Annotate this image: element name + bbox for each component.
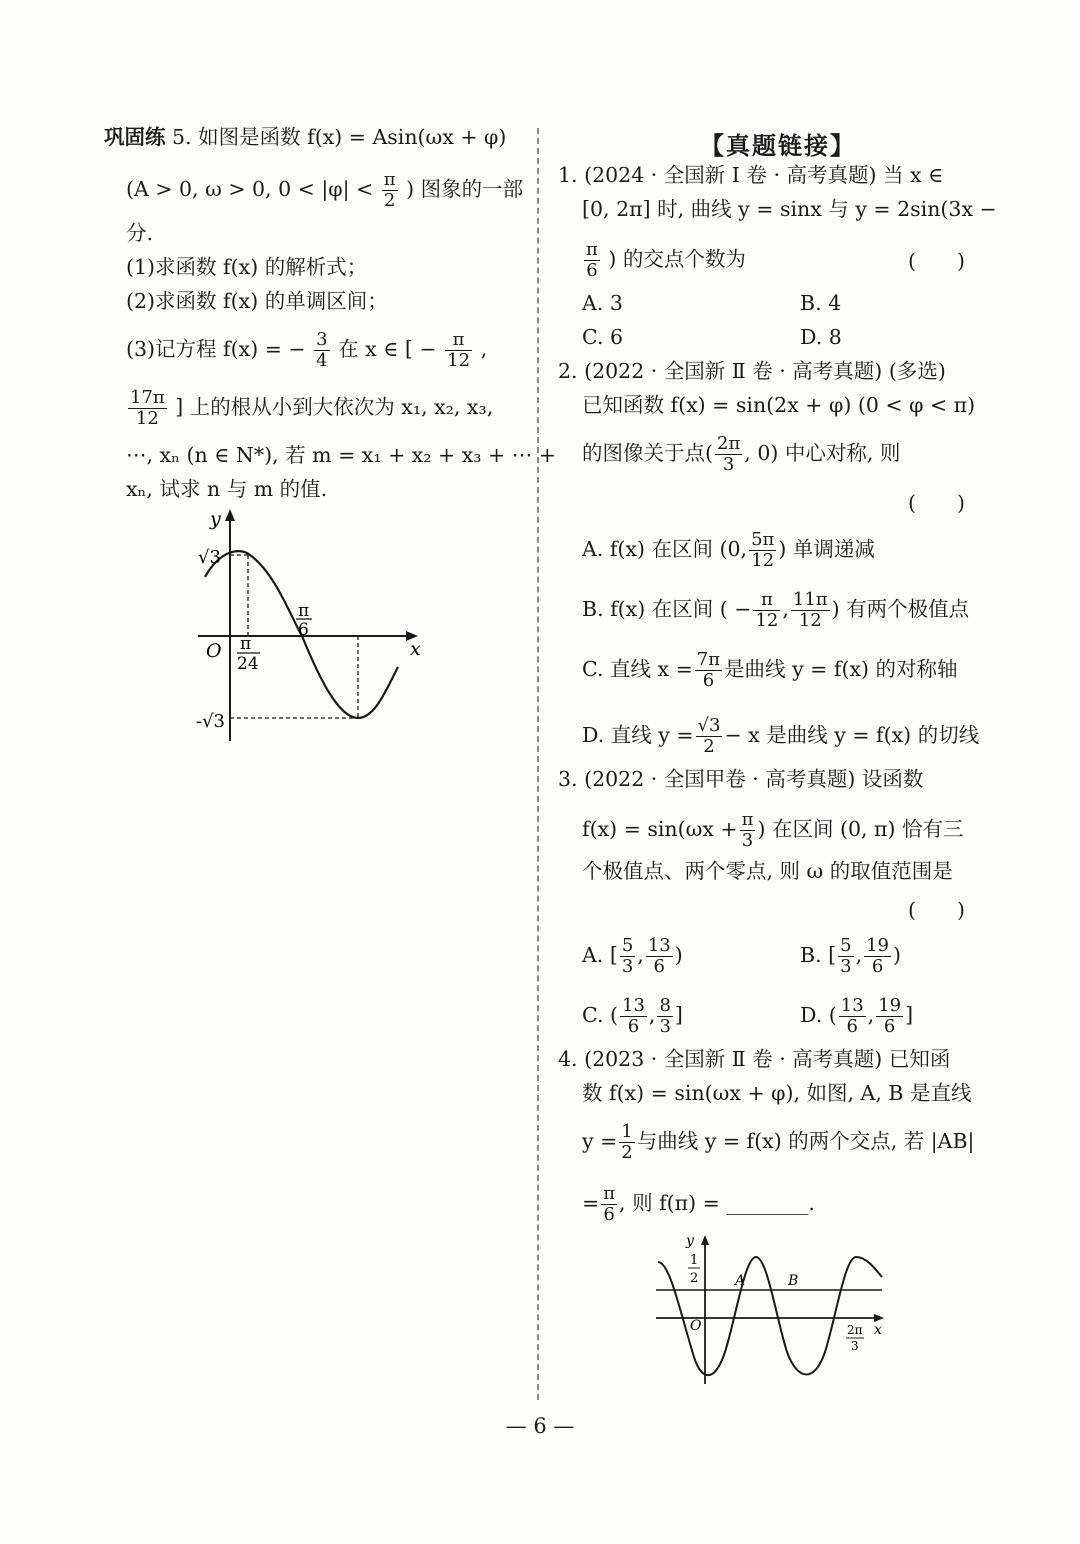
q3-option-c-text: C. ( [582, 1003, 618, 1027]
frac-num: 13 [622, 995, 645, 1016]
q5-line3: 分. [126, 221, 154, 245]
fraction [791, 590, 830, 631]
comma: , [648, 1003, 656, 1027]
point-a-label: A [735, 1273, 746, 1289]
comma: , [867, 1003, 875, 1027]
q3-option-a [582, 936, 683, 977]
column-divider [537, 128, 539, 1400]
q3-line1: 3. (2022 · 全国甲卷 · 高考真题) 设函数 [558, 767, 924, 791]
frac-num: 5 [621, 935, 634, 956]
frac-den: 12 [798, 610, 822, 631]
q3-option-d [800, 996, 913, 1037]
frac-num: π [383, 169, 396, 190]
frac-num: 11π [792, 589, 828, 610]
answer-paren: ( ) [908, 249, 965, 273]
q2-line1: 2. (2022 · 全国新 Ⅱ 卷 · 高考真题) (多选) [558, 359, 946, 383]
q3-option-b-text: B. [ [800, 943, 837, 967]
frac-den: 6 [627, 1016, 640, 1037]
q3-line2 [582, 810, 964, 851]
q2-option-a-end: ) 单调递减 [778, 537, 875, 561]
fraction [620, 996, 647, 1037]
q4-line1: 4. (2023 · 全国新 Ⅱ 卷 · 高考真题) 已知函 [558, 1047, 951, 1071]
fraction [646, 936, 673, 977]
sine-graph-2 [650, 1232, 895, 1392]
x-axis-arrow [874, 1314, 884, 1322]
q5-part3-line4: xₙ, 试求 n 与 m 的值. [126, 477, 328, 501]
q4-line3-end: 与曲线 y = f(x) 的两个交点, 若 |AB| [636, 1129, 975, 1153]
frac-den: 6 [702, 670, 715, 691]
q2-option-c-end: 是曲线 y = f(x) 的对称轴 [724, 657, 958, 681]
q4-line2: 数 f(x) = sin(ωx + φ), 如图, A, B 是直线 [582, 1081, 972, 1105]
tick-2pi3-num: 2π [847, 1323, 863, 1337]
fraction [445, 330, 472, 371]
y-axis-label: y [686, 1233, 694, 1249]
q3-option-a-end: ) [674, 943, 683, 967]
tick-pi6-den: 6 [298, 620, 309, 640]
q4-line4-text: = [582, 1191, 600, 1215]
half-num: 1 [690, 1253, 699, 1268]
frac-den: 12 [751, 550, 775, 571]
q2-option-b [582, 590, 969, 631]
fraction [620, 936, 635, 977]
q3-option-a-text: A. [ [582, 943, 618, 967]
frac-num: π [741, 809, 754, 830]
frac-den: 3 [659, 1016, 671, 1037]
answer-blank: , 则 f(π) = ________. [619, 1191, 815, 1215]
frac-den: 6 [846, 1016, 858, 1037]
fraction [715, 434, 742, 475]
q1-option-d: D. 8 [800, 325, 842, 349]
comma: , [855, 943, 863, 967]
tick-2pi3-den: 3 [851, 1339, 859, 1353]
answer-paren: ( ) [908, 491, 965, 515]
fraction [584, 240, 600, 281]
fraction [601, 1184, 617, 1225]
frac-num: 19 [878, 995, 902, 1016]
comma: , [480, 337, 488, 361]
q2-option-d [582, 716, 979, 757]
frac-num: π [753, 590, 780, 611]
answer-paren: ( ) [908, 898, 965, 922]
fraction [753, 590, 780, 631]
fraction [696, 716, 723, 757]
frac-den: 6 [883, 1016, 896, 1037]
frac-num: 1 [621, 1121, 633, 1142]
fraction [876, 996, 903, 1037]
q2-line3-end: , 0) 中心对称, 则 [744, 441, 901, 465]
q5-condition-end: ) 图象的一部 [406, 177, 524, 201]
q1-option-b: B. 4 [800, 291, 842, 315]
q4-line3 [582, 1122, 974, 1163]
frac-num: 2π [717, 433, 741, 454]
frac-den: 6 [603, 1204, 615, 1225]
q3-line3: 个极值点、两个零点, 则 ω 的取值范围是 [582, 859, 953, 883]
fraction [749, 530, 776, 571]
frac-den: 6 [653, 956, 665, 977]
q5-part3 [126, 330, 487, 371]
fraction [314, 330, 329, 371]
q2-option-a [582, 530, 875, 571]
frac-num: π [445, 330, 472, 351]
tick-pi24-num: π [240, 634, 252, 654]
q1-line2: [0, 2π] 时, 曲线 y = sinx 与 y = 2sin(3x − [582, 197, 997, 221]
q3-option-c [582, 996, 683, 1037]
q1-line3 [582, 240, 746, 281]
fraction [838, 936, 853, 977]
q4-line4 [582, 1184, 815, 1225]
q3-option-c-end: ] [674, 1003, 683, 1027]
frac-num: π [586, 239, 598, 260]
tick-pi24-den: 24 [237, 654, 259, 674]
section-heading: 【真题链接】 [700, 131, 856, 160]
frac-num: 8 [659, 995, 671, 1016]
q3-option-b-end: ) [893, 943, 901, 967]
q1-stem-end: ) 的交点个数为 [608, 247, 746, 271]
q4-line3-text: y = [582, 1129, 618, 1153]
max-label: √3 [198, 547, 221, 568]
q5-part1: (1)求函数 f(x) 的解析式； [126, 255, 368, 279]
q5-part3-line3: ⋯, xₙ (n ∈ N*), 若 m = x₁ + x₂ + x₃ + ⋯ + [126, 443, 556, 467]
q5-line1 [104, 124, 506, 150]
fraction [695, 650, 722, 691]
min-label: -√3 [196, 711, 226, 732]
frac-num: 3 [316, 329, 328, 350]
frac-den: 3 [840, 956, 852, 977]
frac-den: 3 [621, 956, 634, 977]
q2-line3-text: 的图像关于点( [582, 441, 713, 465]
q2-option-d-end: − x 是曲线 y = f(x) 的切线 [724, 723, 980, 747]
y-axis-arrow [225, 509, 235, 521]
frac-num: 5π [751, 529, 775, 550]
tick-pi6-num: π [298, 601, 310, 621]
point-b-label: B [788, 1273, 799, 1289]
fraction [128, 388, 167, 429]
q3-option-d-end: ] [905, 1003, 914, 1027]
q5-stem: 5. 如图是函数 f(x) = Asin(ωx + φ) [172, 125, 507, 149]
sine-graph-1 [190, 505, 430, 750]
frac-num: 13 [840, 995, 864, 1016]
frac-num: π [603, 1183, 616, 1204]
q2-option-c-text: C. 直线 x = [582, 657, 693, 681]
frac-den: 2 [703, 736, 715, 757]
half-den: 2 [690, 1271, 699, 1286]
q2-option-b-text: B. f(x) 在区间 ( − [582, 597, 752, 621]
q5-part2: (2)求函数 f(x) 的单调区间； [126, 289, 388, 313]
fraction [864, 936, 891, 977]
frac-den: 4 [316, 350, 328, 371]
q2-line3 [582, 434, 900, 475]
frac-num: √3 [697, 715, 721, 736]
q1-option-a: A. 3 [582, 291, 623, 315]
frac-den: 3 [722, 454, 735, 475]
fraction [740, 810, 756, 851]
frac-den: 2 [383, 190, 396, 211]
frac-den: 12 [755, 610, 779, 631]
q5-condition: (A > 0, ω > 0, 0 < |φ| < [126, 177, 374, 201]
q1-line1: 1. (2024 · 全国新 Ⅰ 卷 · 高考真题) 当 x ∈ [558, 163, 944, 187]
frac-den: 12 [447, 350, 471, 371]
y-axis-arrow [701, 1235, 709, 1245]
q2-option-a-text: A. f(x) 在区间 (0, [582, 537, 748, 561]
q2-line2: 已知函数 f(x) = sin(2x + φ) (0 < φ < π) [582, 393, 976, 417]
frac-num: 7π [696, 649, 721, 670]
fraction [839, 996, 866, 1037]
frac-den: 3 [741, 830, 754, 851]
frac-num: 17π [130, 387, 165, 408]
frac-num: 5 [840, 935, 852, 956]
fraction [382, 170, 398, 211]
frac-num: 13 [647, 935, 671, 956]
comma: , [637, 943, 644, 967]
origin-label: O [206, 640, 222, 662]
exercise-label: 巩固练 [104, 125, 166, 149]
x-axis-label: x [410, 638, 421, 660]
q5-line2 [126, 170, 523, 211]
q2-option-b-end: ) 有两个极值点 [831, 597, 970, 621]
q1-option-c: C. 6 [582, 325, 624, 349]
frac-den: 2 [621, 1142, 633, 1163]
fraction [619, 1122, 634, 1163]
frac-num: 19 [866, 935, 889, 956]
q3-line2-end: ) 在区间 (0, π) 恰有三 [757, 817, 964, 841]
origin-label: O [690, 1318, 702, 1334]
q5-roots-text: ] 上的根从小到大依次为 x₁, x₂, x₃, [175, 395, 494, 419]
frac-den: 6 [586, 260, 598, 281]
q2-option-d-text: D. 直线 y = [582, 723, 694, 747]
q3-option-d-text: D. ( [800, 1003, 837, 1027]
q2-option-c [582, 650, 958, 691]
q3-option-b [800, 936, 901, 977]
q5-part3-line2 [126, 388, 493, 429]
fraction [657, 996, 672, 1037]
q3-line2-text: f(x) = sin(ωx + [582, 817, 738, 841]
y-axis-label: y [210, 508, 221, 530]
q5-part3-text: (3)记方程 f(x) = − [126, 337, 306, 361]
q5-part3-interval: 在 x ∈ [ − [338, 337, 437, 361]
frac-den: 6 [871, 956, 884, 977]
x-axis-label: x [874, 1322, 882, 1338]
page-number: — 6 — [505, 1414, 575, 1438]
comma: , [782, 597, 789, 621]
frac-den: 12 [135, 408, 159, 429]
